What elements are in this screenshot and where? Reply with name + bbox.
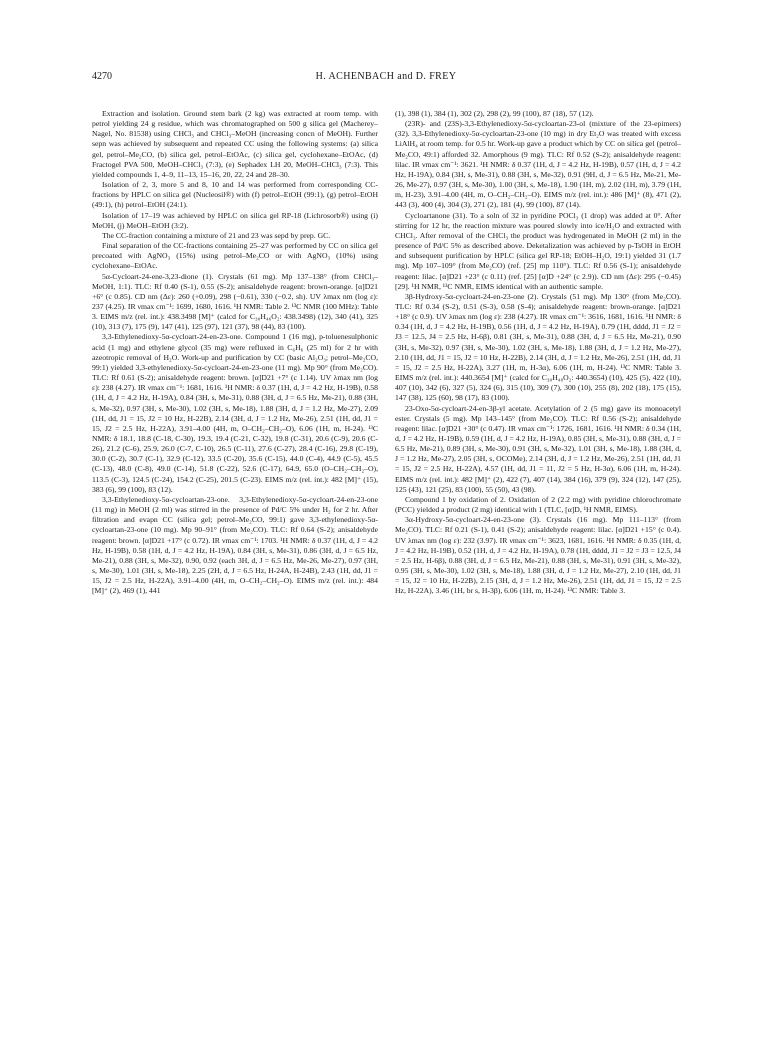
paragraph-ethylenedioxy-one: 3,3-Ethylenedioxy-5α-cycloartan-23-one. 3,3-Ethylenedioxy-5α-cycloart-24-en-23-one (11 mg) in MeOH (2 ml) was stirred in the presence of Pd/C 5% under H₂ for 2 hr. After filtration and evapn CC (silica gel; petrol–Me₂CO, 99:1) gave 3,3-ethylenedioxy-5α-cycloartan-23-one (10 mg). Mp 90–91° (from Me₂CO). TLC: Rf 0.64 (S-2); anisaldehyde reagent: brown. [α]D21 +17° (c 0.72). IR νmax cm⁻¹: 1703. ¹H NMR: δ 0.37 (1H, d, J = 4.2 Hz, H-19B), 0.58 (1H, d, J = 4.2 Hz, H-19A), 0.84 (3H, s, Me-31), 0.86 (3H, d, J = 6.5 Hz, Me-21), 0.88 (3H, s, Me-32), 0.90, 0.92 (each 3H, d, J = 6.5 Hz, Me-26, Me-27), 0.97 (3H, s, Me-30), 1.01 (3H, s, Me-18), 2.25 (2H, d, J = 6.5 Hz, H-24A, H-24B), 2.43 (1H, dd, J1 = 15, J2 = 2.5 Hz, H-22A), 3.91–4.00 (4H, m, O–CH₂–CH₂–O). EIMS m/z (rel. int.): 484 [M]⁺ (2), 469 (1), 441 xyxy=(92,494,378,596)
paragraph-acetate: 23-Oxo-5α-cycloart-24-en-3β-yl acetate. Acetylation of 2 (5 mg) gave its monoacetyl ester. Crystals (5 mg). Mp 143–145° (from Me₂CO). TLC: Rf 0.56 (S-2); anisaldehyde reagent: lilac. [α]D21 +30° (c 0.47). IR νmax cm⁻¹: 1726, 1681, 1616. ¹H NMR: δ 0.34 (1H, d, J = 4.2 Hz, H-19B), 0.59 (1H, d, J = 4.2 Hz, H-19A), 0.85 (3H, s, Me-31), 0.88 (3H, d, J = 6.5 Hz, Me-21), 0.89 (3H, s, Me-30), 0.91 (3H, s, Me-32), 1.01 (3H, s, Me-18), 1.88 (3H, d, J = 1.2 Hz, Me-27), 2.05 (3H, s, OCOMe), 2.14 (3H, d, J = 1.2 Hz, Me-26), 2.51 (1H, dd, J1 = 15, J2 = 2.5 Hz, H-22A), 4.57 (1H, dd, J1 = 11, J2 = 5 Hz, H-3α), 6.06 (1H, m, H-24). EIMS m/z (rel. int.): 482 [M]⁺ (2), 422 (7), 407 (14), 384 (16), 379 (9), 324 (12), 147 (25), 125 (43), 121 (25), 83 (100), 55 (50), 43 (98). xyxy=(395,403,681,494)
paragraph-compound-1: 5α-Cycloart-24-ene-3,23-dione (1). Crystals (61 mg). Mp 137–138° (from CHCl₃–MeOH, 1:1). TLC: Rf 0.40 (S-1), 0.55 (S-2); anisaldehyde reagent: brown-orange. [α]D21 +6° (c 0.85). CD nm (Δε): 260 (+0.09), 298 (−0.61), 330 (−0.2, sh). UV λmax nm (log ε): 237 (4.25). IR νmax cm⁻¹: 1699, 1680, 1616. ¹H NMR: Table 2. ¹³C NMR (100 MHz): Table 3. EIMS m/z (rel. int.): 438.3498 [M]⁺ (calcd for C₃₀H₄₆O₂: 438.3498) (12), 340 (41), 325 (10), 313 (7), 175 (9), 147 (41), 125 (97), 121 (37), 98 (44), 83 (100). xyxy=(92,271,378,332)
paragraph-prep-gc: The CC-fraction containing a mixture of 21 and 23 was sepd by prep. GC. xyxy=(102,230,331,240)
paragraph-cycloartanone: Cycloartanone (31). To a soln of 32 in pyridine POCl₃ (1 drop) was added at 0°. After stirring for 12 hr, the reaction mixture was poured slowly into ice/H₂O and extracted with CHCl₃. After removal of the CHCl₃ the product was hydrogenated in MeOH (2 ml) in the presence of Pd/C 5% as described above. Deketalization was achieved by p-TsOH in EtOH and subsequent purification by HPLC (silica gel RP-18; EtOH–H₂O, 19:1) yielded 31 (1.7 mg). Mp 107–109° (from Me₂CO) (ref. [25] mp 110°). TLC: Rf 0.56 (S-1); anisaldehyde reagent: lilac. [α]D21 +23° (c 0.11) (ref. [25] [α]D +24° (c 2.9)). CD nm (Δε): 295 (−0.45) [29]. ¹H NMR, ¹³C NMR, EIMS identical with an authentic sample. xyxy=(395,210,681,291)
left-column xyxy=(92,109,378,1024)
paragraph-ethylenedioxy-enone: 3,3-Ethylenedioxy-5α-cycloart-24-en-23-one. Compound 1 (16 mg), p-toluenesulphonic acid (1 mg) and ethylene glycol (35 mg) were refluxed in C₆H₆ (25 ml) for 2 hr with azeotropic removal of H₂O. Work-up and purification by CC (basic Al₂O₃; petrol–Me₂CO, 99:1) yielded 3,3-ethylenedioxy-5α-cycloart-24-en-23-one (11 mg). Mp 90° (from Me₂CO). TLC: Rf 0.61 (S-2); anisaldehyde reagent: brown. [α]D21 +7° (c 1.14). UV λmax nm (log ε): 238 (4.27). IR νmax cm⁻¹: 1681, 1616. ¹H NMR: δ 0.37 (1H, d, J = 4.2 Hz, H-19B), 0.58 (1H, d, J = 4.2 Hz, H-19A), 0.84 (3H, s, Me-31), 0.88 (3H, d, J = 6.5 Hz, Me-21), 0.88 (3H, s, Me-32), 0.97 (3H, s, Me-30), 1.02 (3H, s, Me-18), 1.88 (3H, d, J = 1.2 Hz, Me-27), 2.09 (1H, dd, J1 = 15, J2 = 10 Hz, H-22B), 2.14 (3H, d, J = 1.2 Hz, Me-26), 2.51 (1H, dd, J1 = 15, J2 = 2.5 Hz, H-22A), 3.91–4.00 (4H, m, O–CH₂–CH₂–O), 6.06 (1H, m, H-24). ¹³C NMR: δ 18.1, 18.8 (C-18, C-30), 19.3, 19.4 (C-21, C-32), 19.8 (C-31), 20.6 (C-9), 20.6 (C-26), 21.2 (C-6), 25.9, 26.0 (C-7, C-10), 26.5 (C-11), 27.6 (C-27), 28.4 (C-16), 29.8 (C-19), 30.0 (C-2), 30.7 (C-1), 32.9 (C-12), 33.5 (C-20), 35.6 (C-15), 44.0 (C-4), 44.9 (C-5), 45.5 (C-13), 48.0 (C-8), 49.0 (C-14), 51.8 (C-22), 52.6 (C-17), 64.9, 65.0 (O–CH₂–CH₂–O), 113.5 (C-3), 124.5 (C-24), 154.2 (C-25), 201.5 (C-23). EIMS m/z (rel. int.): 482 [M]⁺ (15), 383 (6), 99 (100), 83 (12). xyxy=(92,332,378,494)
paragraph-agno3-separation: Final separation of the CC-fractions containing 25–27 was performed by CC on silica gel precoated with AgNO₃ (15%) using petrol–Me₂CO or with AgNO₃ (10%) using cyclohexane–EtOAc. xyxy=(92,241,378,271)
right-column xyxy=(395,109,681,1024)
paragraph-extraction: Extraction and isolation. Ground stem bark (2 kg) was extracted at room temp. with petrol yielding 24 g residue, which was chromatographed on 500 g silica gel (Macherey–Nagel, No. 81538) using CHCl₃ and CHCl₃–MeOH (increasing concn of MeOH). Further sepn was achieved by subsequent and repeated CC using the following systems: (a) silica gel, petrol–Me₂CO, (b) silica gel, petrol–EtOAc, (c) silica gel, cyclohexane–EtOAc, (d) Fractogel PVA 500, MeOH–CHCl₃ (7:3), (e) Sephadex LH 20, MeOH–CHCl₃ (7:3). This yielded compounds 1, 4–9, 11–13, 15–16, 20, 22, 24 and 28–30. xyxy=(92,109,378,179)
paragraph-oxidation: Compound 1 by oxidation of 2. Oxidation of 2 (2.2 mg) with pyridine chlorochromate (PCC) yielded a product (2 mg) identical with 1 (TLC, [α]D, ¹H NMR, EIMS). xyxy=(395,494,681,515)
page-header xyxy=(92,71,680,85)
paragraph-continued: (1), 398 (1), 384 (1), 302 (2), 298 (2), 99 (100), 87 (18), 57 (12). xyxy=(395,109,594,118)
paragraph-compound-3: 3α-Hydroxy-5α-cycloart-24-en-23-one (3). Crystals (16 mg). Mp 111–113° (from Me₂CO). TLC: Rf 0.21 (S-1), 0.41 (S-2); anisaldehyde reagent: lilac. [α]D21 +15° (c 0.4). UV λmax nm (log ε): 232 (3.97). IR νmax cm⁻¹: 3623, 1681, 1616. ¹H NMR: δ 0.35 (1H, d, J = 4.2 Hz, H-19B), 0.52 (1H, d, J = 4.2 Hz, H-19A), 0.78 (1H, dddd, J1 = J2 = J3 = 12.5, J4 = 2.5 Hz, H-6β), 0.88 (3H, d, J = 6.5 Hz, Me-21), 0.88 (3H, s, Me-31), 0.91 (3H, s, Me-32), 0.95 (3H, s, Me-30), 1.02 (3H, s, Me-18), 1.88 (3H, d, J = 1.2 Hz, Me-27), 2.10 (1H, dd, J1 = 15, J2 = 10 Hz, H-22B), 2.15 (3H, d, J = 1.2 Hz, Me-26), 2.51 (1H, dd, J1 = 15, J2 = 2.5 Hz, H-22A), 3.46 (1H, br s, H-3β), 6.06 (1H, m, H-24). ¹³C NMR: Table 3. xyxy=(395,515,681,596)
paragraph-hplc-isolation: Isolation of 2, 3, more 5 and 8, 10 and 14 was performed from corresponding CC-fractions by HPLC on silica gel (Nucleosil®) with (f) petrol–EtOH (99:1), (g) petrol–EtOH (49:1), (h) petrol–EtOH (24:1). xyxy=(92,180,378,210)
page-number: 4270 xyxy=(92,71,112,82)
paragraph-rp18-isolation: Isolation of 17–19 was achieved by HPLC on silica gel RP-18 (Lichrosorb®) using (i) MeOH, (j) MeOH–EtOH (3:2). xyxy=(92,210,378,230)
paragraph-compound-32: (23R)- and (23S)-3,3-Ethylenedioxy-5α-cycloartan-23-ol (mixture of the 23-epimers) (32). 3,3-Ethylenedioxy-5α-cycloartan-23-one (10 mg) in dry Et₂O was treated with excess LiAlH₄ at room temp. for 0.5 hr. Work-up gave a product which by CC on silica gel (petrol–Me₂CO, 49:1) afforded 32. Amorphous (9 mg). TLC: Rf 0.52 (S-2); anisaldehyde reagent: lilac. IR νmax cm⁻¹: 3621. ¹H NMR: δ 0.37 (1H, d, J = 4.2 Hz, H-19B), 0.57 (1H, d, J = 4.2 Hz, H-19A), 0.84 (3H, s, Me-31), 0.88 (3H, s, Me-32), 0.91 (9H, d, J = 6.5 Hz, Me-21, Me-26, Me-27), 0.97 (3H, s, Me-30), 1.00 (3H, s, Me-18), 1.90 (1H, m), 2.02 (1H, m), 3.79 (1H, m, H-23), 3.91–4.00 (4H, m, O–CH₂–CH₂–O). EIMS m/z (rel. int.): 486 [M]⁺ (8), 471 (2), 443 (3), 400 (4), 304 (3), 271 (2), 181 (4), 99 (100), 87 (14). xyxy=(395,119,681,210)
paragraph-compound-2: 3β-Hydroxy-5α-cycloart-24-en-23-one (2). Crystals (51 mg). Mp 130° (from Me₂CO). TLC: Rf 0.34 (S-2), 0.51 (S-3), 0.58 (S-4); anisaldehyde reagent: brown-orange. [α]D21 +18° (c 0.9). UV λmax nm (log ε): 238 (4.27). IR νmax cm⁻¹: 3616, 1681, 1616. ¹H NMR: δ 0.34 (1H, d, J = 4.2 Hz, H-19B), 0.56 (1H, d, J = 4.2 Hz, H-19A), 0.79 (1H, dddd, J1 = J2 = J3 = 12.5, J4 = 2.5 Hz, H-6β), 0.81 (3H, s, Me-31), 0.88 (3H, d, J = 6.5 Hz, Me-21), 0.90 (3H, s, Me-32), 0.97 (3H, s, Me-30), 1.02 (3H, s, Me-18), 1.88 (3H, d, J = 1.2 Hz, Me-27), 2.10 (1H, dd, J1 = 15, J2 = 10 Hz, H-22B), 2.14 (3H, d, J = 1.2 Hz, Me-26), 2.51 (1H, dd, J1 = 15, J2 = 2.5 Hz, H-22A), 3.27 (1H, m, H-3α), 6.06 (1H, m, H-24). ¹³C NMR: Table 3. EIMS m/z (rel. int.): 440.3654 [M]⁺ (calcd for C₃₀H₄₈O₂: 440.3654) (10), 425 (5), 422 (10), 407 (10), 342 (6), 327 (5), 324 (6), 315 (10), 309 (7), 300 (10), 255 (8), 202 (18), 175 (15), 147 (38), 125 (60), 98 (17), 83 (100). xyxy=(395,291,681,403)
running-head: H. ACHENBACH and D. FREY xyxy=(315,71,457,82)
